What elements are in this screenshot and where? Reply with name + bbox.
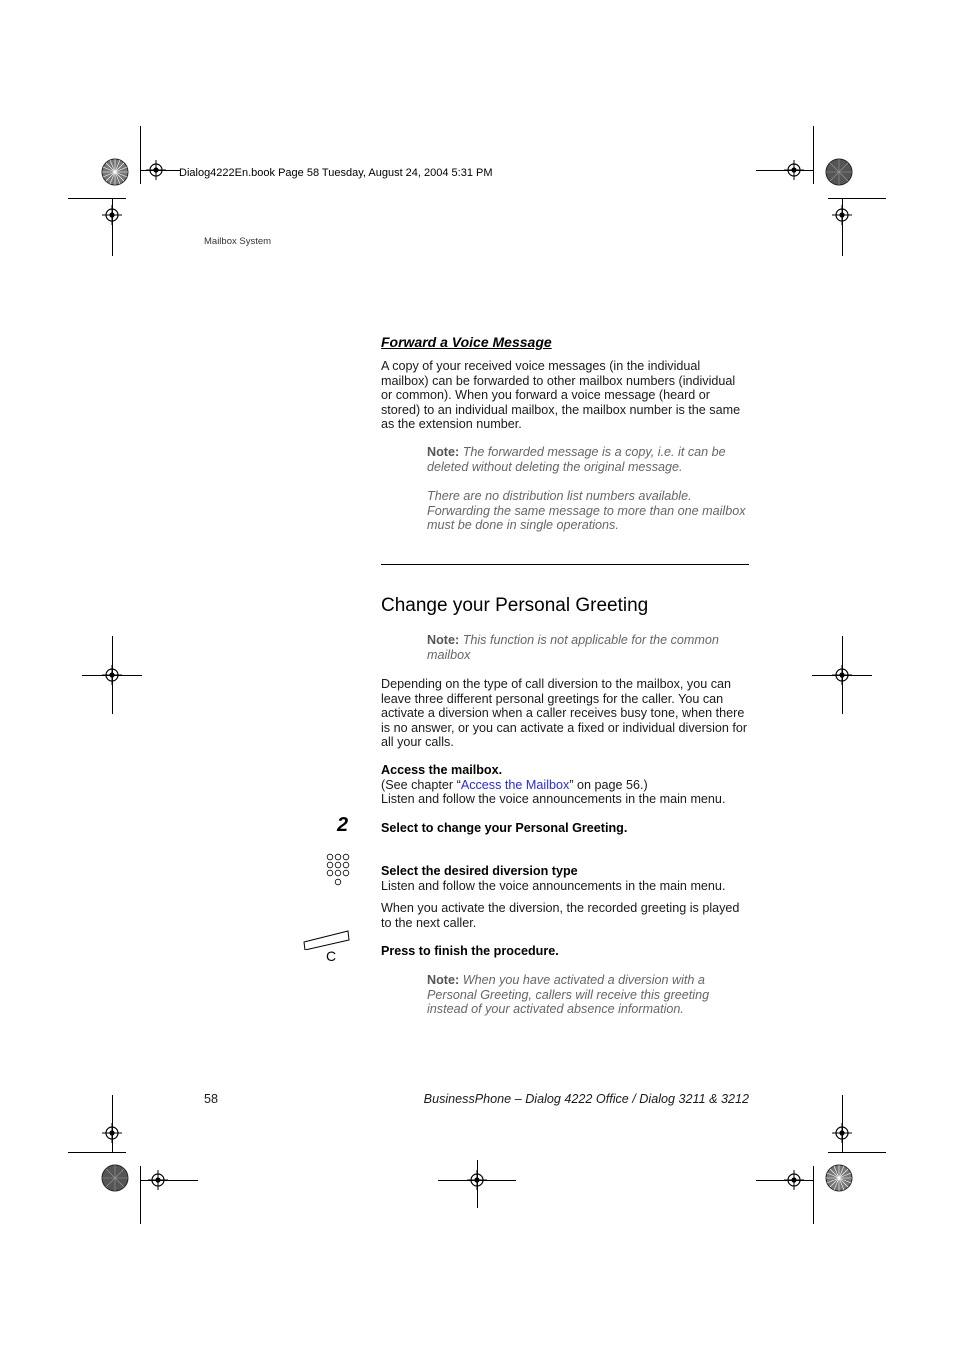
page-number: 58: [204, 1092, 219, 1106]
note-distribution: There are no distribution list numbers available. Forwarding the same message to more than one mailbox must be done in single operations.: [427, 489, 746, 533]
sunburst-registration-mark-icon: [825, 158, 853, 186]
sunburst-registration-mark-icon: [101, 1164, 129, 1192]
note-label: Note:: [427, 445, 460, 459]
note-label: Note:: [427, 973, 460, 987]
section-divider: [381, 564, 749, 565]
note-personal-greeting: [427, 973, 749, 1017]
crosshair-registration-mark-icon: [146, 160, 166, 180]
step-access-reference: [381, 778, 749, 793]
crosshair-registration-mark-icon: [148, 1170, 168, 1190]
crosshair-registration-mark-icon: [102, 1123, 122, 1143]
crosshair-registration-mark-icon: [832, 205, 852, 225]
crosshair-registration-mark-icon: [832, 665, 852, 685]
sunburst-registration-mark-icon: [101, 158, 129, 186]
note-label: Note:: [427, 633, 460, 647]
section-title-greeting: Change your Personal Greeting: [381, 595, 649, 616]
step-access-title: Access the mailbox.: [381, 763, 503, 777]
clear-key-label: C: [326, 948, 337, 964]
reference-prefix: (See chapter “: [381, 778, 461, 792]
note-text: This function is not applicable for the common mailbox: [427, 633, 719, 662]
crop-line: [68, 1152, 126, 1153]
note-text: When you have activated a diversion with a Personal Greeting, callers will receive this greeting instead of your activated absence information.: [427, 973, 710, 1017]
access-mailbox-link[interactable]: Access the Mailbox: [460, 778, 570, 792]
digit-key-icon: 2: [337, 814, 349, 836]
note-common-mailbox: [427, 633, 749, 662]
step-finish: Press to finish the procedure.: [381, 944, 559, 958]
crosshair-registration-mark-icon: [102, 665, 122, 685]
step-select-greeting: Select to change your Personal Greeting.: [381, 821, 628, 835]
section-body-greeting: Depending on the type of call diversion to the mailbox, you can leave three different personal greetings for the caller. You can activate a diversion when a caller receives busy tone, when there is no answer, or you can activate a fixed or individual diversion for all your calls.: [381, 677, 748, 750]
step-diversion-type-title: Select the desired diversion type: [381, 864, 578, 878]
clear-key-shape: [302, 928, 352, 950]
crosshair-registration-mark-icon: [832, 1123, 852, 1143]
reference-suffix: ” on page 56.): [569, 778, 648, 792]
section-title-forward: Forward a Voice Message: [381, 334, 552, 350]
note-text: The forwarded message is a copy, i.e. it can be deleted without deleting the original message.: [427, 445, 726, 474]
crop-line: [828, 1152, 886, 1153]
crop-line: [68, 198, 126, 199]
clear-key-icon: [302, 928, 352, 962]
note-forward: [427, 445, 749, 474]
crosshair-registration-mark-icon: [467, 1170, 487, 1190]
crop-line: [828, 198, 886, 199]
crop-line: [813, 1166, 814, 1224]
running-header: Mailbox System: [204, 236, 272, 247]
step-diversion-extra: When you activate the diversion, the recorded greeting is played to the next caller.: [381, 901, 740, 930]
sunburst-registration-mark-icon: [825, 1164, 853, 1192]
crosshair-registration-mark-icon: [784, 160, 804, 180]
crop-line: [140, 126, 141, 184]
book-header: Dialog4222En.book Page 58 Tuesday, August 24, 2004 5:31 PM: [179, 167, 493, 179]
footer-title: BusinessPhone – Dialog 4222 Office / Dialog 3211 & 3212: [423, 1092, 749, 1106]
crop-line: [140, 1166, 141, 1224]
crosshair-registration-mark-icon: [784, 1170, 804, 1190]
crop-line: [813, 126, 814, 184]
keypad-icon: [326, 853, 350, 889]
step-access-follow: Listen and follow the voice announcements in the main menu.: [381, 792, 726, 806]
step-diversion-follow: Listen and follow the voice announcements in the main menu.: [381, 879, 726, 893]
crosshair-registration-mark-icon: [102, 205, 122, 225]
section-body-forward: A copy of your received voice messages (in the individual mailbox) can be forwarded to other mailbox numbers (individual or common). When you forward a voice message (heard or stored) to an individual mailbox, the mailbox number is the same as the extension number.: [381, 359, 741, 432]
